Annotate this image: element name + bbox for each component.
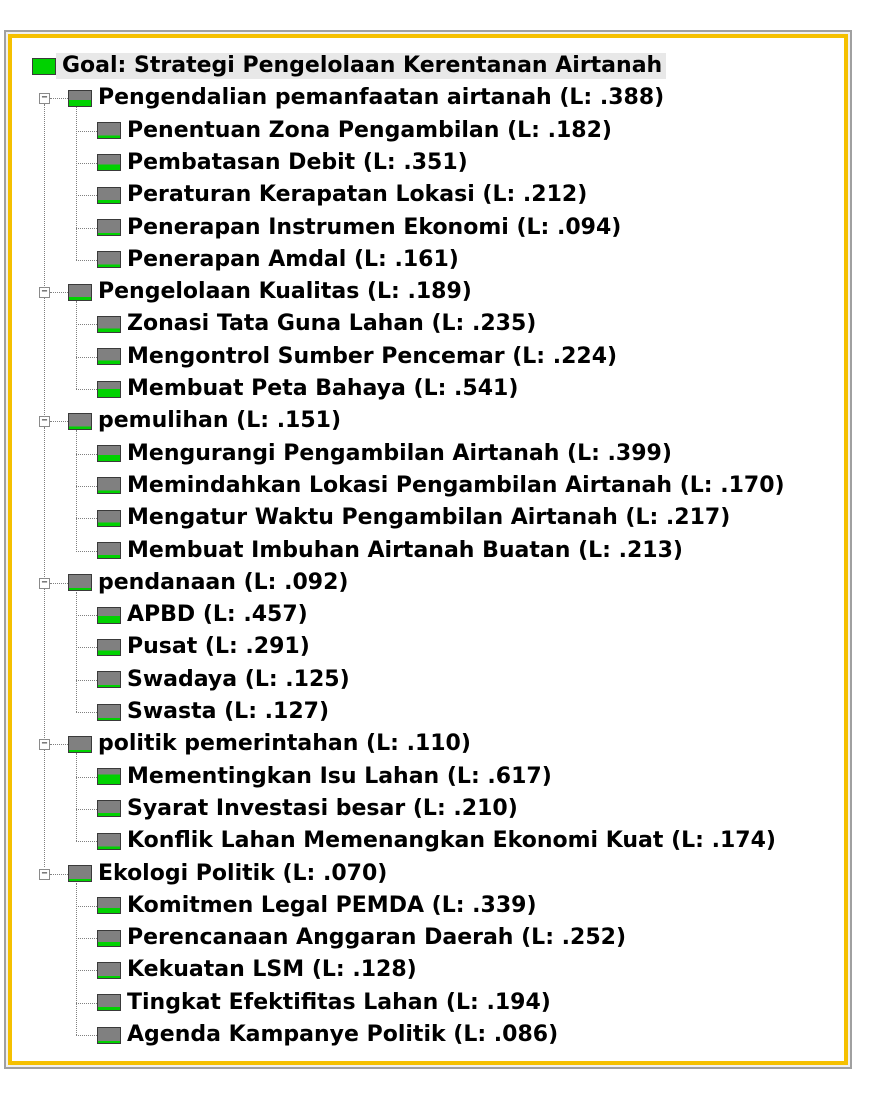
criterion-node-row[interactable] (68, 859, 391, 889)
alternative-node-row[interactable] (97, 374, 522, 404)
alternative-node-row[interactable] (97, 826, 780, 856)
tree-frame (4, 30, 852, 1069)
node-weight-icon (97, 994, 121, 1011)
node-label: Pusat (L: .291) (127, 634, 310, 660)
node-weight-icon (97, 768, 121, 785)
node-label: Memindahkan Lokasi Pengambilan Airtanah (L: .170) (127, 472, 785, 498)
node-label: Penentuan Zona Pengambilan (L: .182) (127, 117, 612, 143)
goal-node-row[interactable] (32, 51, 666, 81)
tree-connector-v (76, 753, 77, 841)
tree-connector-h (76, 357, 97, 358)
node-weight-icon (68, 865, 92, 882)
node-label: Swadaya (L: .125) (127, 666, 350, 692)
node-weight-icon (68, 736, 92, 753)
tree-connector-h (76, 486, 97, 487)
tree-connector-v (44, 104, 45, 286)
tree-connector-h (76, 841, 97, 842)
alternative-node-row[interactable] (97, 503, 734, 533)
criterion-node-row[interactable] (68, 277, 476, 307)
alternative-node-row[interactable] (97, 600, 312, 630)
node-weight-icon (97, 800, 121, 817)
alternative-node-row[interactable] (97, 148, 472, 178)
node-weight-icon (97, 251, 121, 268)
node-label: Mengontrol Sumber Pencemar (L: .224) (127, 343, 618, 369)
collapse-toggle-icon[interactable]: − (39, 93, 50, 104)
node-label: Penerapan Instrumen Ekonomi (L: .094) (127, 214, 622, 240)
node-label: Agenda Kampanye Politik (L: .086) (127, 1022, 559, 1047)
tree-connector-h (76, 1003, 97, 1004)
tree-connector-h (76, 324, 97, 325)
tree-connector-h (76, 163, 97, 164)
node-weight-icon (97, 542, 121, 559)
node-weight-icon (97, 510, 121, 527)
alternative-node-row[interactable] (97, 632, 314, 662)
tree-connector-v (76, 301, 77, 389)
tree-connector-v (76, 107, 77, 260)
node-weight-icon (97, 219, 121, 236)
alternative-node-row[interactable] (97, 116, 616, 146)
tree-connector-h (50, 421, 68, 422)
tree-connector-h (76, 389, 97, 390)
tree-connector-h (50, 583, 68, 584)
node-label: Goal: Strategi Pengelolaan Kerentanan Airtanah (56, 53, 666, 79)
alternative-node-row[interactable] (97, 180, 591, 210)
node-label: Pengendalian pemanfaatan airtanah (L: .388) (98, 85, 665, 111)
alternative-node-row[interactable] (97, 923, 630, 953)
node-label: Membuat Imbuhan Airtanah Buatan (L: .213) (127, 537, 683, 563)
node-label: Mementingkan Isu Lahan (L: .617) (127, 763, 552, 789)
tree-connector-h (50, 98, 68, 99)
node-weight-icon (97, 671, 121, 688)
node-weight-icon (68, 413, 92, 430)
tree-connector-h (76, 647, 97, 648)
node-weight-icon (97, 154, 121, 171)
criterion-node-row[interactable] (68, 568, 352, 598)
node-label: politik pemerintahan (L: .110) (98, 731, 471, 757)
alternative-node-row[interactable] (97, 891, 541, 921)
node-weight-icon (97, 962, 121, 979)
node-weight-icon (97, 1027, 121, 1044)
tree-connector-h (76, 938, 97, 939)
node-label: Mengurangi Pengambilan Airtanah (L: .399) (127, 440, 672, 466)
node-label: pemulihan (L: .151) (98, 408, 342, 434)
tree-connector-h (50, 744, 68, 745)
node-weight-icon (97, 930, 121, 947)
alternative-node-row[interactable] (97, 955, 421, 985)
node-weight-icon (97, 477, 121, 494)
node-label: Penerapan Amdal (L: .161) (127, 246, 459, 272)
node-label: Mengatur Waktu Pengambilan Airtanah (L: .217) (127, 505, 731, 531)
node-weight-icon (97, 445, 121, 462)
tree-connector-v (44, 298, 45, 415)
alternative-node-row[interactable] (97, 665, 354, 695)
tree-connector-h (76, 906, 97, 907)
tree-connector-v (76, 883, 77, 1036)
tree-connector-v (76, 430, 77, 550)
alternative-node-row[interactable] (97, 213, 625, 243)
node-label: Ekologi Politik (L: .070) (98, 860, 388, 886)
node-weight-icon (97, 607, 121, 624)
tree-connector-h (76, 712, 97, 713)
node-weight-icon (68, 90, 92, 107)
alternative-node-row[interactable] (97, 245, 463, 275)
alternative-node-row[interactable] (97, 762, 556, 792)
alternative-node-row[interactable] (97, 309, 540, 339)
tree-connector-v (44, 750, 45, 867)
node-label: APBD (L: .457) (127, 602, 308, 628)
node-weight-icon (97, 833, 121, 850)
node-label: Komitmen Legal PEMDA (L: .339) (127, 892, 537, 918)
collapse-toggle-icon[interactable]: − (39, 869, 50, 880)
collapse-toggle-icon[interactable]: − (39, 578, 50, 589)
tree-connector-h (50, 292, 68, 293)
collapse-toggle-icon[interactable]: − (39, 287, 50, 298)
node-weight-icon (97, 704, 121, 721)
alternative-node-row[interactable] (97, 439, 676, 469)
alternative-node-row[interactable] (97, 471, 789, 501)
alternative-node-row[interactable] (97, 342, 621, 372)
tree-connector-h (76, 680, 97, 681)
node-weight-icon (97, 187, 121, 204)
node-label: Pembatasan Debit (L: .351) (127, 149, 468, 175)
tree-connector-v (44, 427, 45, 577)
tree-connector-h (76, 195, 97, 196)
tree-connector-v (76, 592, 77, 712)
alternative-node-row[interactable] (97, 794, 522, 824)
tree-connector-h (50, 874, 68, 875)
node-weight-icon (68, 574, 92, 591)
collapse-toggle-icon[interactable]: − (39, 739, 50, 750)
node-label: Kekuatan LSM (L: .128) (127, 957, 417, 983)
node-label: Membuat Peta Bahaya (L: .541) (127, 376, 519, 401)
node-weight-icon (97, 316, 121, 333)
criterion-node-row[interactable] (68, 729, 475, 759)
node-label: Pengelolaan Kualitas (L: .189) (98, 279, 472, 305)
node-weight-icon (97, 639, 121, 656)
criterion-node-row[interactable] (68, 83, 668, 113)
tree-connector-h (76, 518, 97, 519)
node-label: Peraturan Kerapatan Lokasi (L: .212) (127, 182, 588, 208)
hierarchy-tree-view[interactable] (8, 34, 848, 1065)
criterion-node-row[interactable] (68, 406, 345, 436)
tree-connector-h (76, 1035, 97, 1036)
node-label: pendanaan (L: .092) (98, 569, 349, 595)
tree-connector-h (76, 551, 97, 552)
tree-connector-h (76, 970, 97, 971)
node-label: Zonasi Tata Guna Lahan (L: .235) (127, 311, 537, 337)
node-weight-icon (68, 284, 92, 301)
node-weight-icon (97, 381, 121, 398)
goal-node-icon (32, 58, 56, 75)
alternative-node-row[interactable] (97, 536, 687, 566)
node-label: Swasta (L: .127) (127, 699, 329, 724)
node-weight-icon (97, 897, 121, 914)
alternative-node-row[interactable] (97, 697, 333, 727)
node-label: Konflik Lahan Memenangkan Ekonomi Kuat (L: .174) (127, 828, 776, 854)
alternative-node-row[interactable] (97, 1020, 562, 1050)
tree-connector-h (76, 809, 97, 810)
node-label: Perencanaan Anggaran Daerah (L: .252) (127, 925, 626, 951)
tree-connector-h (76, 131, 97, 132)
collapse-toggle-icon[interactable]: − (39, 416, 50, 427)
tree-connector-h (76, 228, 97, 229)
node-label: Tingkat Efektifitas Lahan (L: .194) (127, 989, 551, 1015)
tree-connector-h (76, 615, 97, 616)
tree-connector-h (76, 260, 97, 261)
tree-connector-v (44, 589, 45, 739)
tree-connector-h (76, 777, 97, 778)
bottom-strip (0, 1069, 876, 1099)
node-weight-icon (97, 348, 121, 365)
alternative-node-row[interactable] (97, 988, 555, 1018)
tree-root (12, 38, 844, 1061)
tree-connector-h (76, 454, 97, 455)
node-weight-icon (97, 122, 121, 139)
node-label: Syarat Investasi besar (L: .210) (127, 795, 518, 821)
